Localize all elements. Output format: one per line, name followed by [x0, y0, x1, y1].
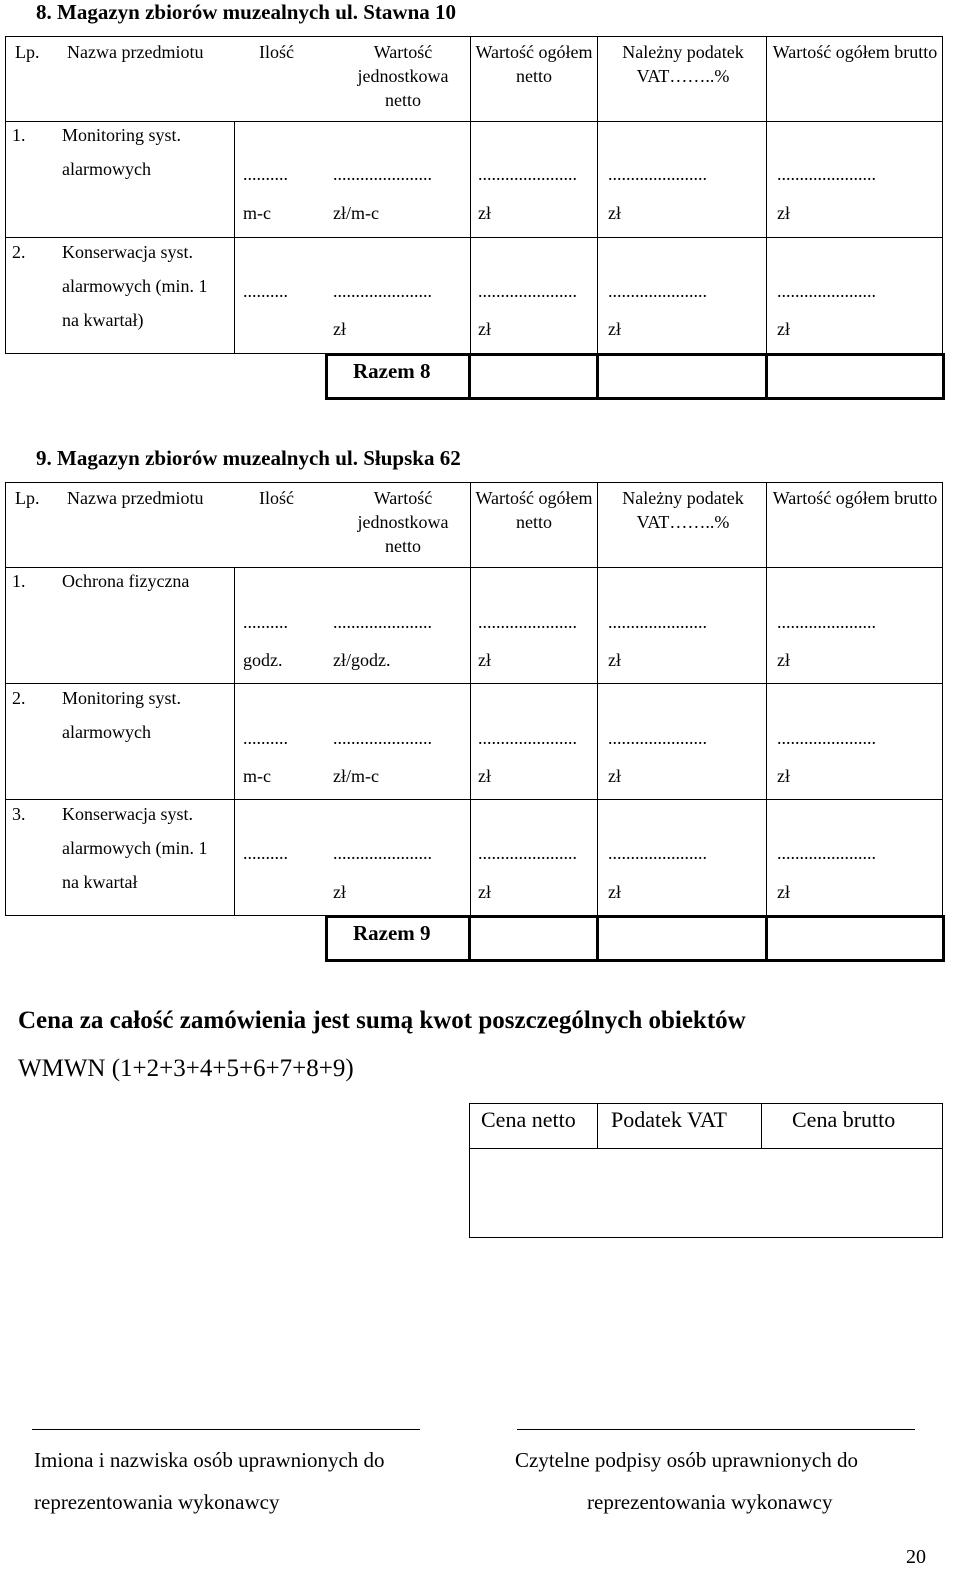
- unit-value-unit: zł: [333, 882, 346, 902]
- qty-unit: m-c: [243, 203, 271, 223]
- unit-value-field[interactable]: ......................: [333, 843, 432, 863]
- row-number: 3.: [12, 804, 26, 824]
- header-lp: Lp.: [15, 42, 40, 62]
- total-gross-box[interactable]: [765, 915, 945, 962]
- total-gross-unit: zł: [777, 319, 790, 339]
- total-net-unit: zł: [478, 319, 491, 339]
- header-name: Nazwa przedmiotu: [67, 42, 204, 62]
- total-net-field[interactable]: ......................: [478, 164, 577, 184]
- total-net-unit: zł: [478, 766, 491, 786]
- header-total-gross: Wartość ogółem brutto: [772, 488, 938, 508]
- unit-value-unit: zł/godz.: [333, 650, 391, 670]
- total-vat-box[interactable]: [596, 915, 768, 962]
- qty-unit: godz.: [243, 650, 283, 670]
- vat-unit: zł: [608, 882, 621, 902]
- price-gross-field[interactable]: [762, 1149, 942, 1237]
- total-net-field[interactable]: ......................: [478, 728, 577, 748]
- total-vat-box[interactable]: [596, 353, 768, 400]
- header-qty: Ilość: [259, 488, 294, 508]
- total-gross-field[interactable]: ......................: [777, 612, 876, 632]
- row-number: 1.: [12, 571, 26, 591]
- header-unit-value: Wartość jednostkowa netto: [357, 488, 449, 556]
- vat-unit: zł: [608, 766, 621, 786]
- vat-unit: zł: [608, 203, 621, 223]
- qty-unit: m-c: [243, 766, 271, 786]
- header-total-gross: Wartość ogółem brutto: [772, 42, 938, 62]
- item-name: Ochrona fizyczna: [62, 571, 190, 591]
- item-name-cont: alarmowych: [62, 159, 151, 179]
- price-net-header: Cena netto: [481, 1107, 576, 1132]
- total-gross-unit: zł: [777, 766, 790, 786]
- total-gross-unit: zł: [777, 650, 790, 670]
- price-vat-field[interactable]: [598, 1149, 761, 1237]
- total-label: Razem 8: [353, 359, 431, 383]
- total-label: Razem 9: [353, 921, 431, 945]
- signature-caption: Imiona i nazwiska osób uprawnionych do: [34, 1448, 385, 1472]
- total-gross-field[interactable]: ......................: [777, 728, 876, 748]
- price-vat-header: Podatek VAT: [611, 1107, 727, 1132]
- section-9-title: 9. Magazyn zbiorów muzealnych ul. Słupska 62: [36, 446, 461, 470]
- total-net-box[interactable]: [468, 353, 599, 400]
- total-net-unit: zł: [478, 882, 491, 902]
- item-name-cont: na kwartał: [62, 872, 138, 892]
- page-number: 20: [906, 1546, 926, 1568]
- summary-line-2: WMWN (1+2+3+4+5+6+7+8+9): [18, 1055, 354, 1082]
- unit-value-field[interactable]: ......................: [333, 164, 432, 184]
- item-name: Monitoring syst.: [62, 125, 182, 145]
- item-name-cont: na kwartał): [62, 310, 144, 330]
- signature-caption-cont: reprezentowania wykonawcy: [587, 1490, 833, 1514]
- total-net-box[interactable]: [468, 915, 599, 962]
- vat-field[interactable]: ......................: [608, 164, 707, 184]
- total-gross-unit: zł: [777, 882, 790, 902]
- qty-field[interactable]: ..........: [243, 281, 288, 301]
- header-vat: Należny podatek VAT……..%: [622, 488, 744, 532]
- vat-unit: zł: [608, 319, 621, 339]
- total-net-unit: zł: [478, 650, 491, 670]
- vat-field[interactable]: ......................: [608, 612, 707, 632]
- row-number: 1.: [12, 125, 26, 145]
- total-gross-field[interactable]: ......................: [777, 281, 876, 301]
- header-total-net: Wartość ogółem netto: [475, 488, 593, 532]
- unit-value-unit: zł/m-c: [333, 203, 379, 223]
- total-gross-field[interactable]: ......................: [777, 164, 876, 184]
- signature-caption-cont: reprezentowania wykonawcy: [34, 1490, 280, 1514]
- item-name-cont: alarmowych (min. 1: [62, 838, 208, 858]
- total-gross-field[interactable]: ......................: [777, 843, 876, 863]
- total-net-field[interactable]: ......................: [478, 612, 577, 632]
- signature-line[interactable]: [517, 1429, 915, 1430]
- vat-field[interactable]: ......................: [608, 281, 707, 301]
- unit-value-field[interactable]: ......................: [333, 728, 432, 748]
- row-number: 2.: [12, 688, 26, 708]
- price-gross-header: Cena brutto: [792, 1107, 896, 1132]
- unit-value-field[interactable]: ......................: [333, 612, 432, 632]
- item-name: Konserwacja syst.: [62, 242, 193, 262]
- item-name-cont: alarmowych: [62, 722, 151, 742]
- section-8-title: 8. Magazyn zbiorów muzealnych ul. Stawna 10: [36, 0, 456, 24]
- qty-field[interactable]: ..........: [243, 728, 288, 748]
- vat-field[interactable]: ......................: [608, 728, 707, 748]
- unit-value-field[interactable]: ......................: [333, 281, 432, 301]
- qty-field[interactable]: ..........: [243, 164, 288, 184]
- header-total-net: Wartość ogółem netto: [475, 42, 593, 86]
- signature-caption: Czytelne podpisy osób uprawnionych do: [515, 1448, 858, 1472]
- header-vat: Należny podatek VAT……..%: [622, 42, 744, 86]
- total-gross-unit: zł: [777, 203, 790, 223]
- vat-field[interactable]: ......................: [608, 843, 707, 863]
- header-unit-value: Wartość jednostkowa netto: [357, 42, 449, 110]
- total-gross-box[interactable]: [765, 353, 945, 400]
- vat-unit: zł: [608, 650, 621, 670]
- unit-value-unit: zł: [333, 319, 346, 339]
- total-net-field[interactable]: ......................: [478, 281, 577, 301]
- row-number: 2.: [12, 242, 26, 262]
- item-name: Monitoring syst.: [62, 688, 182, 708]
- qty-field[interactable]: ..........: [243, 612, 288, 632]
- unit-value-unit: zł/m-c: [333, 766, 379, 786]
- summary-line-1: Cena za całość zamówienia jest sumą kwot poszczególnych obiektów: [18, 1007, 746, 1034]
- item-name-cont: alarmowych (min. 1: [62, 276, 208, 296]
- total-net-unit: zł: [478, 203, 491, 223]
- header-lp: Lp.: [15, 488, 40, 508]
- header-name: Nazwa przedmiotu: [67, 488, 204, 508]
- item-name: Konserwacja syst.: [62, 804, 193, 824]
- qty-field[interactable]: ..........: [243, 843, 288, 863]
- signature-line[interactable]: [32, 1429, 420, 1430]
- total-net-field[interactable]: ......................: [478, 843, 577, 863]
- price-net-field[interactable]: [470, 1149, 597, 1237]
- header-qty: Ilość: [259, 42, 294, 62]
